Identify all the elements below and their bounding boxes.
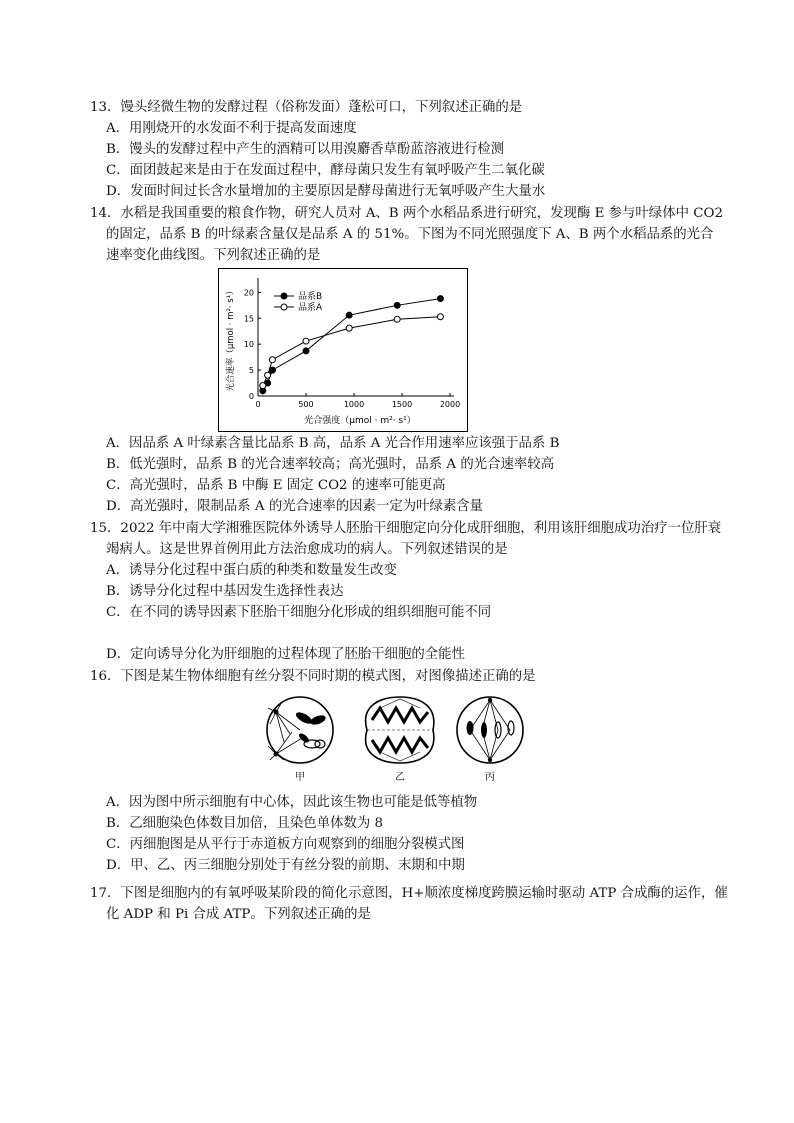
- q15-stem-line2: 竭病人。这是世界首例用此方法治愈成功的病人。下列叙述错误的是: [106, 542, 508, 557]
- data-point: [394, 316, 400, 322]
- cell-label-yi: 乙: [395, 772, 405, 783]
- cell-jia: [267, 697, 333, 763]
- q13-option-b: B．馒头的发酵过程中产生的酒精可以用溴麝香草酚蓝溶液进行检测: [106, 142, 505, 157]
- q15-stem-line1: 15．2022 年中南大学湘雅医院体外诱导人胚胎干细胞定向分化成肝细胞，利用该肝细胞成功治疗一位肝衰: [90, 521, 722, 536]
- q14-stem-line3: 速率变化曲线图。下列叙述正确的是: [106, 248, 321, 263]
- y-tick-label: 20: [243, 288, 254, 298]
- q17-stem-line2: 化 ADP 和 Pi 合成 ATP。下列叙述正确的是: [106, 907, 371, 922]
- q15-option-d: D．定向诱导分化为肝细胞的过程体现了胚胎干细胞的全能性: [106, 647, 465, 662]
- x-tick-label: 2000: [439, 400, 461, 409]
- q13-option-c: C．面团鼓起来是由于在发面过程中，酵母菌只发生有氧呼吸产生二氧化碳: [106, 163, 545, 178]
- q15-option-c: C．在不同的诱导因素下胚胎干细胞分化形成的组织细胞可能不同: [106, 605, 492, 620]
- q14-stem-line2: 的固定，品系 B 的叶绿素含量仅是品系 A 的 51%。下图为不同光照强度下 A、B 两个水稻品系的光合: [106, 227, 714, 242]
- legend-marker: [281, 304, 287, 310]
- q16-option-a: A．因为图中所示细胞有中心体，因此该生物也可能是低等植物: [106, 795, 478, 810]
- q17-stem-line1: 17．下图是细胞内的有氧呼吸某阶段的简化示意图，H+顺浓度梯度跨膜运输时驱动 ATP 合成酶的运作，催: [90, 886, 728, 901]
- q15-option-a: A．诱导分化过程中蛋白质的种类和数量发生改变: [106, 563, 397, 578]
- y-axis-label: 光合速率（μmol · m²· s¹）: [226, 286, 236, 392]
- q14-option-c: C．高光强时，品系 B 中酶 E 固定 CO2 的速率可能更高: [106, 478, 446, 493]
- q14-option-a: A．因品系 A 叶绿素含量比品系 B 高，品系 A 光合作用速率应该强于品系 B: [106, 436, 560, 451]
- q14-stem-line1: 14．水稻是我国重要的粮食作物，研究人员对 A、B 两个水稻品系进行研究，发现酶 E 参与叶绿体中 CO2: [90, 206, 723, 221]
- x-axis-label: 光合强度（μmol · m²· s¹）: [304, 416, 416, 426]
- data-point: [265, 372, 271, 378]
- photosynthesis-chart: [218, 268, 468, 432]
- data-point: [437, 314, 443, 320]
- legend-label: 品系A: [298, 303, 323, 313]
- data-point: [346, 325, 352, 331]
- legend-marker: [281, 293, 287, 299]
- data-point: [260, 383, 266, 389]
- cell-bing: [457, 697, 523, 763]
- data-point: [303, 348, 309, 354]
- q16-option-c: C．丙细胞图是从平行于赤道板方向观察到的细胞分裂模式图: [106, 837, 465, 852]
- y-tick-label: 5: [248, 366, 254, 376]
- q16-option-d: D．甲、乙、丙三细胞分别处于有丝分裂的前期、末期和中期: [106, 858, 465, 873]
- data-point: [394, 302, 400, 308]
- data-point: [346, 312, 352, 318]
- cell-yi: [366, 697, 434, 763]
- y-tick-label: 15: [243, 314, 254, 324]
- y-tick-label: 10: [243, 340, 254, 350]
- mitosis-cells-figure: [260, 694, 524, 786]
- q14-option-b: B．低光强时，品系 B 的光合速率较高；高光强时，品系 A 的光合速率较高: [106, 457, 555, 472]
- x-tick-label: 0: [255, 400, 261, 409]
- q13-stem: 13．馒头经微生物的发酵过程（俗称发面）蓬松可口，下列叙述正确的是: [90, 100, 523, 115]
- cell-label-jia: 甲: [295, 772, 305, 783]
- x-tick-label: 1500: [391, 400, 413, 409]
- q16-option-b: B．乙细胞染色体数目加倍，且染色单体数为 8: [106, 816, 384, 831]
- data-point: [437, 296, 443, 302]
- x-tick-label: 1000: [343, 400, 365, 409]
- y-tick-label: 0: [248, 392, 254, 401]
- q14-option-d: D．高光强时，限制品系 A 的光合速率的因素一定为叶绿素含量: [106, 499, 484, 514]
- legend-label: 品系B: [298, 292, 323, 302]
- q13-option-d: D．发面时间过长含水量增加的主要原因是酵母菌进行无氧呼吸产生大量水: [106, 184, 546, 199]
- q13-option-a: A．用刚烧开的水发面不利于提高发面速度: [106, 121, 357, 136]
- cell-label-bing: 丙: [485, 772, 495, 783]
- data-point: [303, 338, 309, 344]
- q15-option-b: B．诱导分化过程中基因发生选择性表达: [106, 584, 344, 599]
- q16-stem: 16．下图是某生物体细胞有丝分裂不同时期的模式图，对图像描述正确的是: [90, 669, 536, 684]
- data-point: [269, 357, 275, 363]
- x-tick-label: 500: [298, 400, 314, 409]
